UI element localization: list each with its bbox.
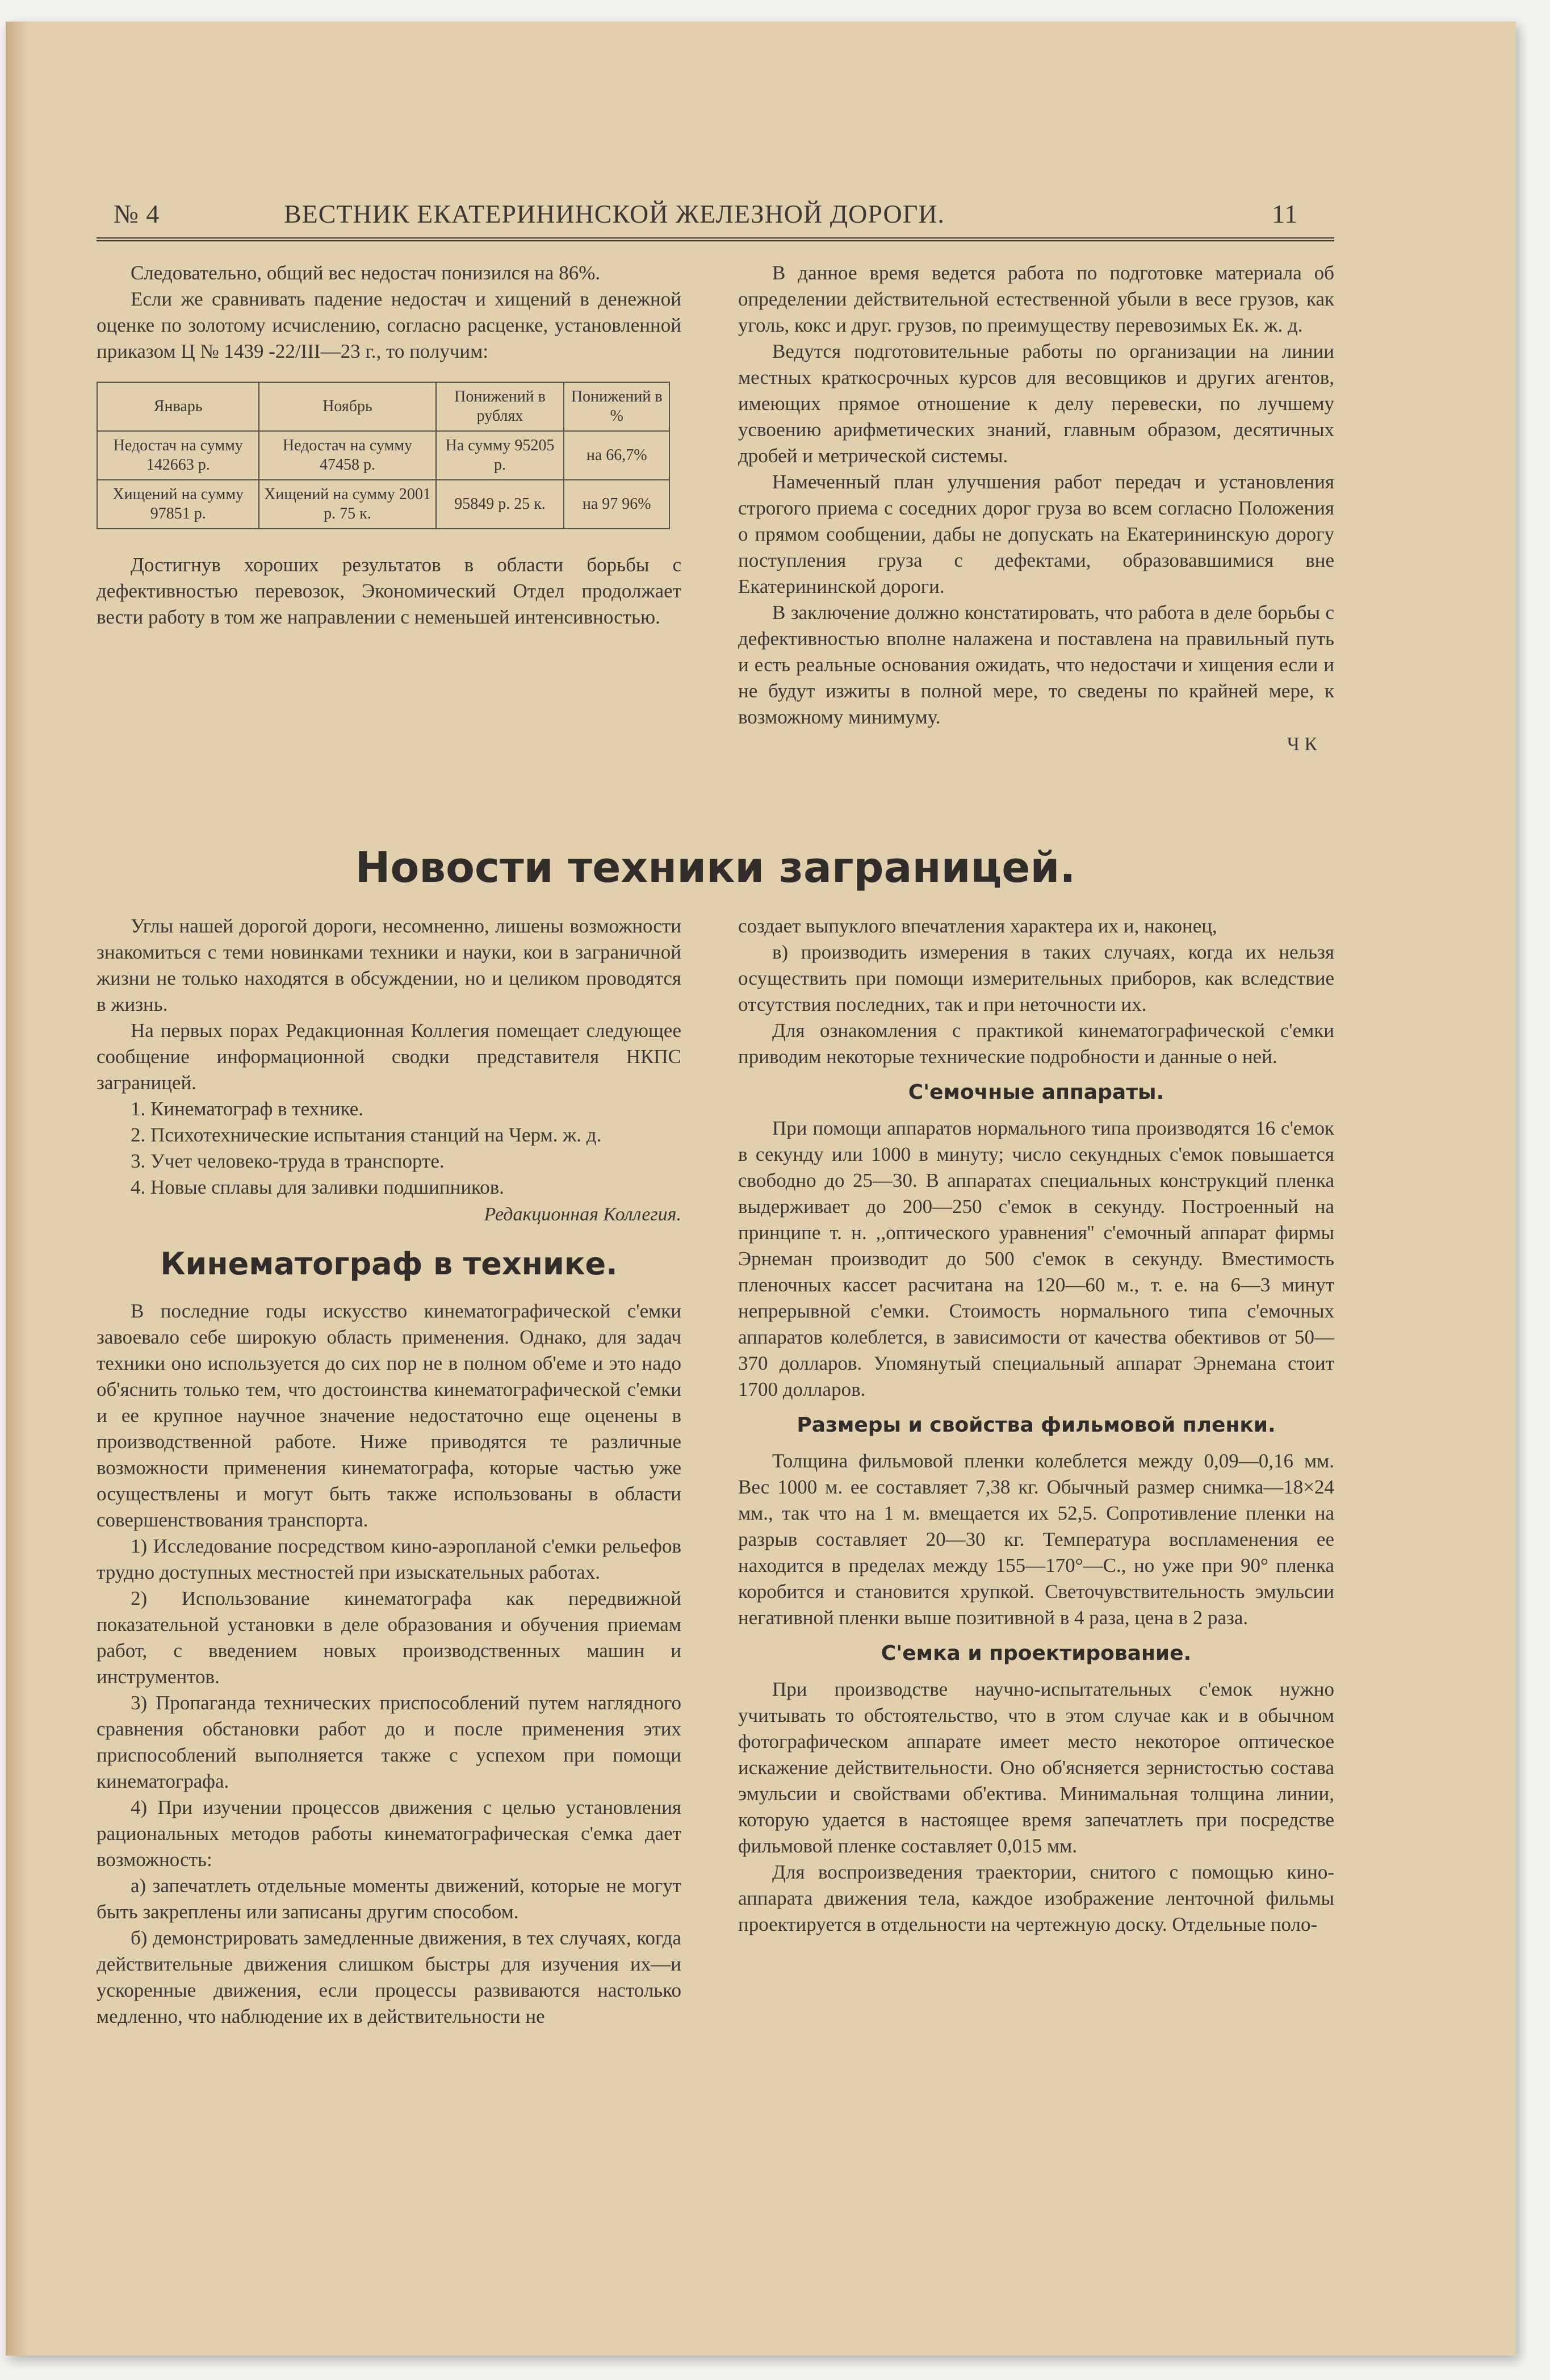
- table-cell: 95849 р. 25 к.: [436, 480, 564, 529]
- page-header: [97, 192, 1334, 241]
- table-cell: на 97 96%: [564, 480, 669, 529]
- paragraph: Для воспроизведения траектории, снитого с помощью кино-аппарата движения тела, каждое изображение ленточной фильмы проектируется в отдельности на чертежную доску. Отдельные поло-: [738, 1861, 1334, 1935]
- table-cell: Хищений на сумму 2001 р. 75 к.: [259, 480, 435, 529]
- table-header-cell: Январь: [97, 382, 259, 431]
- table-row: [97, 431, 669, 480]
- left-bottom-column: [97, 913, 681, 2030]
- table-cell: Недостач на сумму 142663 р.: [97, 431, 259, 480]
- paragraph: б) демонстрировать замедленные движения, в тех случаях, когда действительные движения слишком быстры для изучения их—и ускоренные движения, если процессы развиваются настолько медленно, что наблюдение их в действительности не: [97, 1927, 681, 2027]
- paragraph: Ведутся подготовительные работы по организации на линии местных краткосрочных курсов для весовщиков и других агентов, имеющих прямое отношение к делу перевески, по лучшему усвоению арифметических знаний, главным образом, десятичных дробей и метрической системы.: [738, 340, 1334, 467]
- list-item: 2. Психотехнические испытания станций на Черм. ж. д.: [131, 1124, 602, 1146]
- paragraph: При помощи аппаратов нормального типа производятся 16 с'емок в секунду или 1000 в минуту; число секундных с'емок повышается свободно до 25—30. В аппаратах специальных конструкций пленка выдерживает до 200—250 с'емок в секунду. Построенный на принципе т. н. ,,оптического уравнения'' с'емочный аппарат фирмы Эрнеман производит до 500 с'емок в секунду. Вместимость пленочных кассет расчитана на 120—60 м., т. е. на 6—3 минут непрерывной с'емки. Стоимость нормального типа с'емочных аппаратов колеблется, в зависимости от качества обективов от 50—370 долларов. Упомянутый специальный аппарат Эрнемана стоит 1700 долларов.: [738, 1117, 1334, 1400]
- table-row: [97, 480, 669, 529]
- paragraph: Достигнув хороших результатов в области борьбы с дефективностью перевозок, Экономический Отдел продолжает вести работу в том же направлении с неменьшей интенсивностью.: [97, 554, 681, 628]
- list-item: 3. Учет человеко-труда в транспорте.: [131, 1150, 445, 1172]
- table-header-row: [97, 382, 669, 431]
- paragraph: Толщина фильмовой пленки колеблется между 0,09—0,16 мм. Вес 1000 м. ее составляет 7,38 кг. Обычный размер снимка—18×24 мм., так что на 1 м. вмещается их 52,5. Сопротивление пленки на разрыв составляет 20—30 кг. Температура воспламенения ее находится в пределах между 155—170°—С., но уже при 90° пленка коробится и становится хрупкой. Светочувствительность эмульсии негативной пленки выше позитивной в 4 раза, цена в 2 раза.: [738, 1450, 1334, 1629]
- editorial-signature: Редакционная Коллегия.: [484, 1204, 681, 1225]
- paragraph: Намеченный план улучшения работ передач и установления строгого приема с соседних дорог груза во всем согласно Положения о прямом сообщении, дабы не допускать на Екатерининскую дорогу поступления груза с дефектами, образовавшимися вне Екатерининской дороги.: [738, 471, 1334, 597]
- page-number: 11: [1272, 199, 1298, 228]
- paragraph: в) производить измерения в таких случаях, когда их нельзя осуществить при помощи измерительных приборов, как вследствие отсутствия последних, так и при неточности их.: [738, 941, 1334, 1015]
- paragraph: Если же сравнивать падение недостач и хищений в денежной оценке по золотому исчислению, согласно расценке, установленной приказом Ц № 1439 -22/III—23 г., то получим:: [97, 288, 681, 362]
- paragraph: 2) Использование кинематографа как передвижной показательной установки в деле образования и обучения приемам работ, с введением новых производственных машин и инструментов.: [97, 1587, 681, 1688]
- paragraph: 1) Исследование посредством кино-аэропланой с'емки рельефов трудно доступных местностей при изыскательных работах.: [97, 1535, 681, 1583]
- issue-number: № 4: [114, 199, 160, 228]
- table-header-cell: Ноябрь: [259, 382, 435, 431]
- author-signature: Ч К: [1287, 734, 1317, 755]
- left-top-column: [97, 260, 681, 630]
- newspaper-page: [6, 22, 1516, 2356]
- paragraph: В заключение должно констатировать, что работа в деле борьбы с дефективностью вполне налажена и поставлена на правильный путь и есть реальные основания ожидать, что недостачи и хищения если и не будут изжиты в полной мере, то сведены по крайней мере, к возможному минимуму.: [738, 601, 1334, 728]
- subheading: Размеры и свойства фильмовой пленки.: [797, 1413, 1276, 1437]
- table-cell: на 66,7%: [564, 431, 669, 480]
- journal-title: ВЕСТНИК ЕКАТЕРИНИНСКОЙ ЖЕЛЕЗНОЙ ДОРОГИ.: [284, 199, 945, 228]
- paragraph: На первых порах Редакционная Коллегия помещает следующее сообщение информационной сводки представителя НКПС заграницей.: [97, 1019, 681, 1094]
- list-item: 1. Кинематограф в технике.: [131, 1098, 364, 1120]
- paragraph: В данное время ведется работа по подготовке материала об определении действительной естественной убыли в весе грузов, как уголь, кокс и друг. грузов, по преимуществу перевозимых Ек. ж. д.: [738, 262, 1334, 336]
- paragraph: При производстве научно-испытательных с'емок нужно учитывать то обстоятельство, что в этом случае как и в обычном фотографическом аппарате имеет место некоторое оптическое искажение действительности. Оно об'ясняется зернистостью состава эмульсии и свойствами об'ектива. Минимальная толщина линии, которую удается в настоящее время запечатлеть при посредстве фильмовой пленке составляет 0,015 мм.: [738, 1678, 1334, 1857]
- table-cell: На сумму 95205 р.: [436, 431, 564, 480]
- table-cell: Хищений на сумму 97851 р.: [97, 480, 259, 529]
- table-cell: Недостач на сумму 47458 р.: [259, 431, 435, 480]
- right-bottom-column: [738, 913, 1334, 1938]
- paragraph: 3) Пропаганда технических приспособлений путем наглядного сравнения обстановки работ до и после применения этих приспособлений выполняется также с успехом при помощи кинематографа.: [97, 1692, 681, 1792]
- subheading: С'емочные аппараты.: [908, 1081, 1164, 1104]
- paragraph: а) запечатлеть отдельные моменты движений, которые не могут быть закреплены или записаны другим способом.: [97, 1875, 681, 1923]
- right-top-column: [738, 260, 1334, 755]
- loss-comparison-table: [97, 382, 670, 529]
- table-header-cell: Понижений в %: [564, 382, 669, 431]
- section-title: Новости техники заграницей.: [355, 843, 1076, 892]
- paragraph: создает выпуклого впечатления характера их и, наконец,: [738, 915, 1217, 937]
- paragraph: 4) При изучении процессов движения с целью установления рациональных методов работы кинематографическая с'емка дает возможность:: [97, 1796, 681, 1871]
- paragraph: Для ознакомления с практикой кинематографической с'емки приводим некоторые технические подробности и данные о ней.: [738, 1019, 1334, 1068]
- paragraph: Следовательно, общий вес недостач понизился на 86%.: [131, 262, 601, 284]
- paragraph: Углы нашей дорогой дороги, несомненно, лишены возможности знакомиться с теми новинками техники и науки, кои в заграничной жизни не только находятся в обсуждении, но и целиком проводятся в жизнь.: [97, 915, 681, 1015]
- list-item: 4. Новые сплавы для заливки подшипников.: [131, 1176, 505, 1198]
- table-header-cell: Понижений в рублях: [436, 382, 564, 431]
- subheading: С'емка и проектирование.: [881, 1642, 1192, 1665]
- article-heading: Кинематограф в технике.: [160, 1246, 618, 1282]
- paragraph: В последние годы искусство кинематографической с'емки завоевало себе широкую область применения. Однако, для задач техники оно используется до сих пор не в полном об'еме и это надо об'яснить только тем, что достоинства кинематографической с'емки и ее крупное научное значение недостаточно еще оценены в производственной работе. Ниже приводятся те различные возможности применения кинематографа, которые частью уже осуществлены и могут быть также использованы в области совершенствования транспорта.: [97, 1300, 681, 1531]
